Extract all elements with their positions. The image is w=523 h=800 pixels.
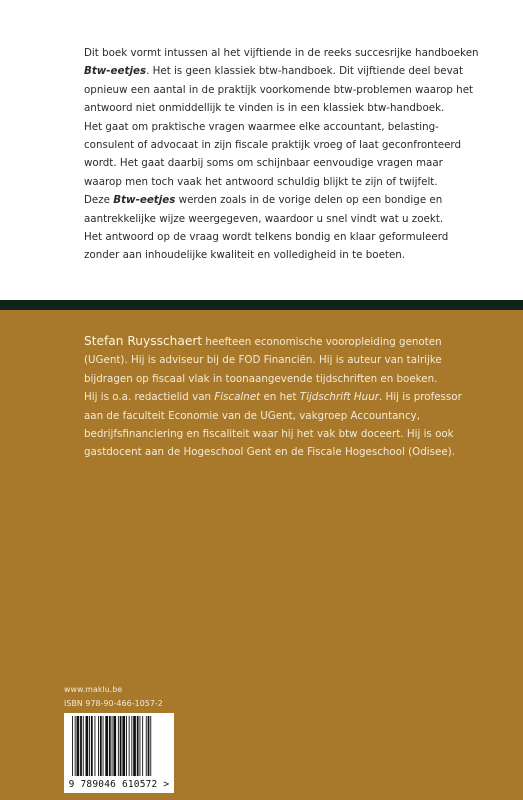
- barcode-bar: [109, 716, 111, 776]
- barcode-bar: [131, 716, 132, 776]
- barcode-bar: [83, 716, 84, 776]
- barcode-bar: [137, 716, 139, 776]
- book-description: [84, 44, 484, 265]
- series-title: Btw-eetjes: [84, 65, 147, 78]
- description-text: Dit boek vormt intussen al het vijftiende in de reeks succesrijke handboeken: [84, 47, 479, 59]
- barcode-bar: [77, 716, 80, 776]
- barcode-bar: [103, 716, 104, 776]
- barcode-bar: [126, 716, 127, 776]
- description-paragraph: [84, 44, 484, 118]
- description-text: Deze: [84, 194, 114, 207]
- description-paragraph: Het gaat om praktische vragen waarmee elke accountant, belasting-consulent of advocaat in zijn fiscale praktijk vroeg of laat geconfronteerd wordt. Het gaat daarbij soms om schijnbaar eenvoudige vragen maar waarop men toch vaak het antwoord schuldig blijkt te zijn of twijfelt.: [84, 120, 461, 188]
- barcode-bar: [142, 716, 143, 776]
- isbn-label: ISBN 978-90-466-1057-2: [64, 699, 163, 708]
- bio-paragraph: [84, 332, 484, 388]
- barcode-bar: [113, 716, 116, 776]
- publisher-website: www.maklu.be: [64, 685, 123, 694]
- bio-text: . Hij is professor aan de faculteit Economie van de UGent, vakgroep Accountancy, bedrijfsfinanciering en fiscaliteit waar hij het vak btw doceert. Hij is ook gastdocent aan de Hogeschool Gent en de Fiscale Hogeschool (Odisee).: [84, 391, 462, 459]
- barcode: [64, 713, 174, 793]
- barcode-bar: [75, 716, 76, 776]
- bio-text: heefteen economische vooropleiding genoten (UGent). Hij is adviseur bij de FOD Financiën. Hij is auteur van talrijke bijdragen op fiscaal vlak in toonaangevende tijdschriften en boeken.: [84, 336, 442, 385]
- series-title: Btw-eetjes: [113, 194, 176, 207]
- description-text: werden zoals in de vorige delen op een bondige en aantrekkelijke wijze weergegeven, waardoor u snel vindt wat u zoekt.: [84, 194, 444, 225]
- magazine-title: Fiscalnet: [214, 391, 261, 404]
- author-bio: [84, 332, 484, 462]
- barcode-bar: [105, 716, 108, 776]
- bio-text: Hij is o.a. redactielid van: [84, 391, 215, 404]
- divider-band: [0, 300, 523, 310]
- barcode-bar: [150, 716, 151, 776]
- description-paragraph: Het antwoord op de vraag wordt telkens bondig en klaar geformuleerd zonder aan inhoudelijke kwaliteit en volledigheid in te boeten.: [84, 231, 449, 262]
- barcode-bar: [86, 716, 89, 776]
- description-text: . Het is geen klassiek btw-handboek. Dit vijftiende deel bevat opnieuw een aantal in de praktijk voorkomende btw-problemen waarop het antwoord niet onmiddellijk te vinden is in een klassiek btw-handboek.: [84, 65, 474, 115]
- barcode-bar: [98, 716, 99, 776]
- barcode-bar: [120, 716, 122, 776]
- magazine-title: Tijdschrift Huur: [299, 391, 379, 404]
- bio-text: en het: [260, 391, 300, 404]
- barcode-bar: [80, 716, 82, 776]
- bio-paragraph: [84, 388, 484, 462]
- barcode-bar: [148, 716, 150, 776]
- barcode-bar: [72, 716, 73, 776]
- barcode-bar: [146, 716, 147, 776]
- barcode-bar: [129, 716, 130, 776]
- barcode-bar: [112, 716, 113, 776]
- barcode-bar: [118, 716, 119, 776]
- barcode-bar: [100, 716, 102, 776]
- barcode-bar: [133, 716, 136, 776]
- barcode-bars: [70, 716, 168, 778]
- barcode-bar: [91, 716, 93, 776]
- barcode-bar: [95, 716, 96, 776]
- barcode-digits: 9 789046 610572 >: [68, 779, 170, 790]
- barcode-bar: [140, 716, 141, 776]
- barcode-bar: [122, 716, 125, 776]
- author-name: Stefan Ruysschaert: [84, 334, 203, 348]
- barcode-bar: [89, 716, 90, 776]
- description-paragraph: [84, 191, 484, 228]
